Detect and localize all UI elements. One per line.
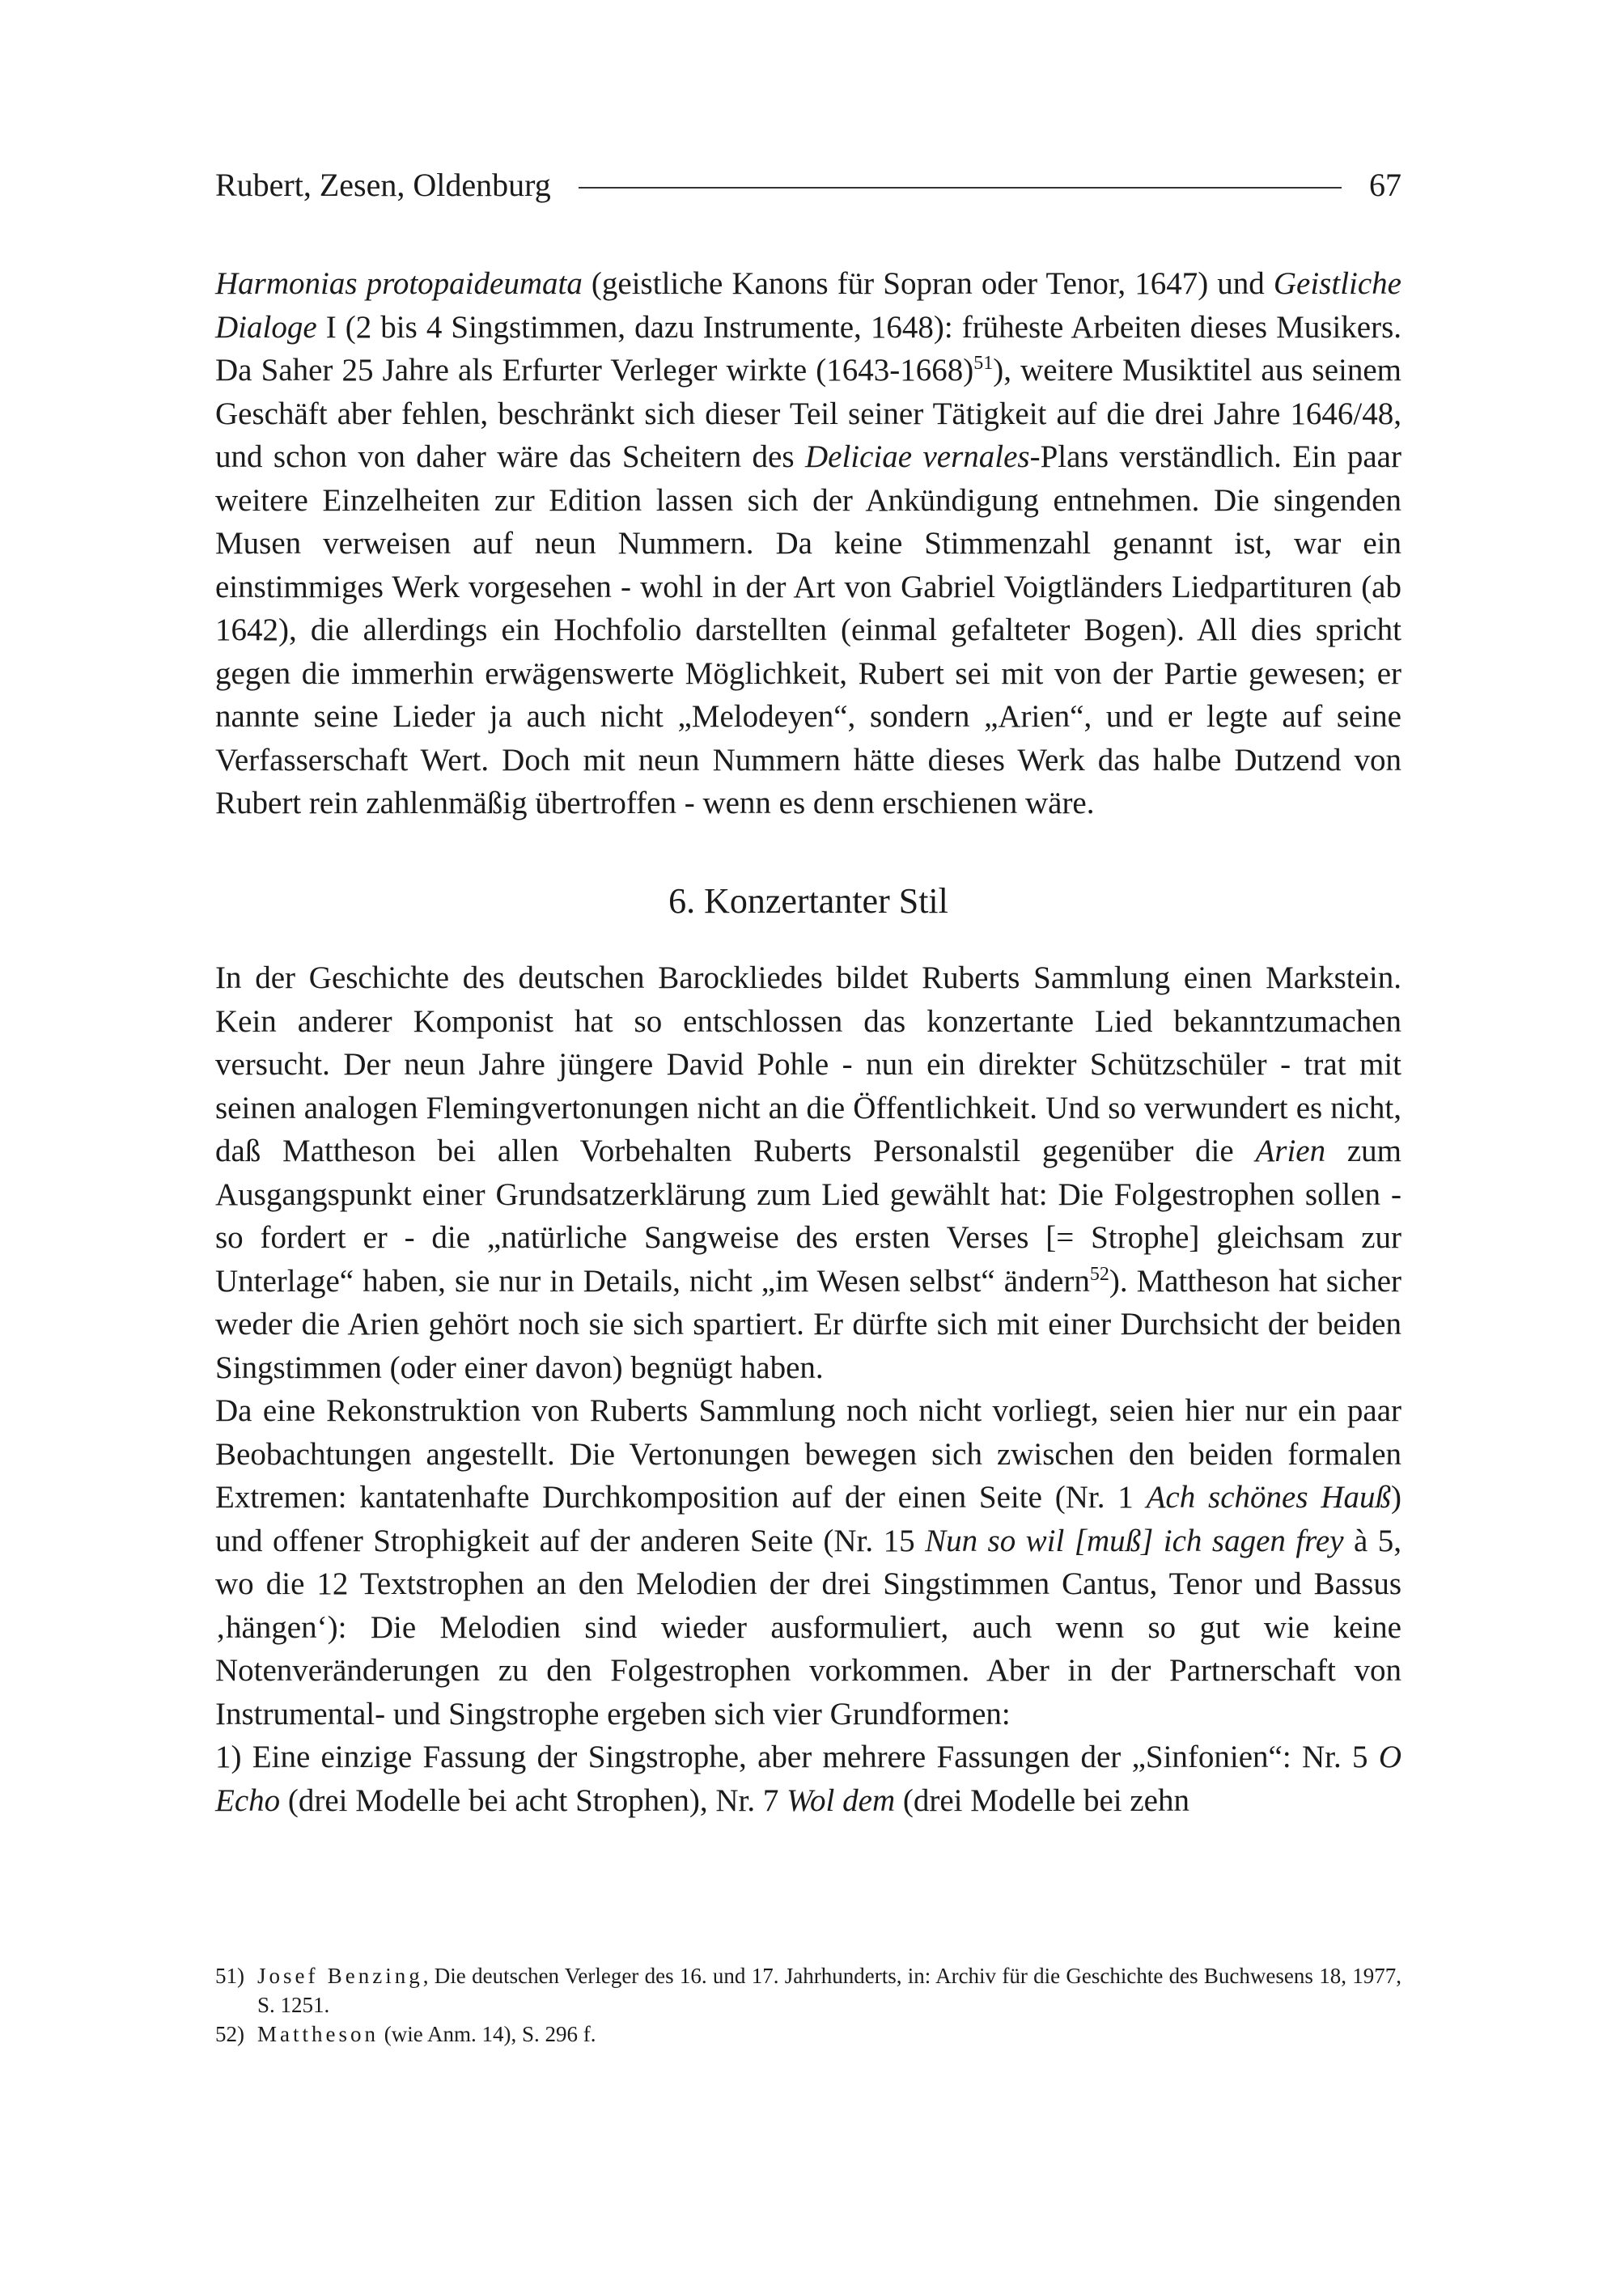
text-run: à 5, wo die 12 Textstrophen an den Melodien der drei Singstimmen Cantus, Tenor und Bassus ‚hängen‘): Die Melodien sind wieder ausformuliert, auch wenn so gut wie keine Notenveränderungen zu den Folgestrophen vorkommen. Aber in der Partnerschaft von Instrumental- und Singstrophe ergeben sich vier Grundformen: <box>215 1523 1402 1731</box>
footnotes <box>215 1961 1401 2049</box>
header-rule <box>579 187 1342 189</box>
text-block-upper <box>215 262 1401 825</box>
text-run: (geistliche Kanons für Sopran oder Tenor, 1647) und <box>582 266 1274 301</box>
text-run: ) und offener Strophigkeit auf der anderen Seite (Nr. 15 <box>215 1480 1401 1558</box>
footnote-author: Mattheson <box>257 2022 379 2046</box>
text-block-lower <box>215 956 1401 1822</box>
text-run: zum Ausgangspunkt einer Grundsatzerklärung zum Lied gewählt hat: Die Folgestrophen sollen - so fordert er - die „natürliche Sangweise des ersten Verses [= Strophe] gleichsam zur Unterlage“ haben, sie nur in Details, nicht „im Wesen selbst“ ändern <box>215 1134 1401 1299</box>
paragraph <box>215 1389 1401 1736</box>
footnote <box>215 1961 1401 2020</box>
work-title: Wol dem <box>787 1782 896 1818</box>
work-title: Harmonias protopaideumata <box>215 266 583 301</box>
page-number: 67 <box>1369 166 1401 203</box>
text-run: In der Geschichte des deutschen Barockliedes bildet Ruberts Sammlung einen Markstein. Kein anderer Komponist hat so entschlossen das konzertante Lied bekanntzumachen versucht. Der neun Jahre jüngere David Pohle - nun ein direkter Schützschüler - trat mit seinen analogen Flemingvertonungen nicht an die Öffentlichkeit. Und so verwundert es nicht, daß Mattheson bei allen Vorbehalten Ruberts Personalstil gegenüber die <box>215 960 1401 1168</box>
work-title: Deliciae vernales <box>804 439 1030 474</box>
footnote-number: 52) <box>215 2022 244 2046</box>
footnote-body: , Die deutschen Verleger des 16. und 17. Jahrhunderts, in: Archiv für die Geschichte des Buchwesens 18, 1977, S. 1251. <box>257 1964 1401 2017</box>
text-run: ). Mattheson hat sicher weder die Arien gehört noch sie sich spartiert. Er dürfte sich mit einer Durchsicht der beiden Singstimmen (oder einer davon) begnügt haben. <box>215 1263 1401 1385</box>
footnote-number: 51) <box>215 1964 244 1988</box>
footnote-text <box>257 1961 1401 2020</box>
work-title: Ach schönes Hauß <box>1146 1480 1391 1515</box>
footnote-text <box>257 2020 596 2049</box>
footnote-ref: 52 <box>1089 1263 1109 1285</box>
footnote-author: Josef Benzing <box>257 1964 423 1988</box>
text-run: (drei Modelle bei acht Strophen), Nr. 7 <box>280 1782 787 1818</box>
work-title: Arien <box>1255 1134 1326 1168</box>
running-head <box>215 160 1401 209</box>
section-heading: 6. Konzertanter Stil <box>668 881 948 921</box>
text-run: (drei Modelle bei zehn <box>895 1782 1189 1818</box>
work-title: Geistliche Dialoge <box>215 266 1401 345</box>
running-title: Rubert, Zesen, Oldenburg <box>215 166 551 203</box>
footnote-ref: 51 <box>973 353 994 374</box>
work-title: O Echo <box>215 1740 1401 1818</box>
paragraph <box>215 262 1401 825</box>
text-run: 1) Eine einzige Fassung der Singstrophe, aber mehrere Fassungen der „Sinfonien“: Nr. 5 <box>215 1740 1379 1774</box>
footnote <box>215 2020 1401 2049</box>
text-run: Da eine Rekonstruktion von Ruberts Sammlung noch nicht vorliegt, seien hier nur ein paar Beobachtungen angestellt. Die Vertonungen bewegen sich zwischen den beiden formalen Extremen: kantatenhafte Durchkomposition auf der einen Seite (Nr. 1 <box>215 1393 1401 1515</box>
text-run: I (2 bis 4 Singstimmen, dazu Instrumente, 1648): früheste Arbeiten dieses Musikers. Da Saher 25 Jahre als Erfurter Verleger wirkte (1643-1668) <box>215 309 1401 388</box>
paragraph <box>215 1736 1401 1822</box>
text-run: -Plans verständlich. Ein paar weitere Einzelheiten zur Edition lassen sich der Ankündigung entnehmen. Die singenden Musen verweisen auf neun Nummern. Da keine Stimmenzahl genannt ist, war ein einstimmiges Werk vorgesehen - wohl in der Art von Gabriel Voigtländers Liedpartituren (ab 1642), die allerdings ein Hochfolio darstellten (einmal gefalteter Bogen). All dies spricht gegen die immerhin erwägenswerte Möglichkeit, Rubert sei mit von der Partie gewesen; er nannte seine Lieder ja auch nicht „Melodeyen“, sondern „Arien“, und er legte auf seine Verfasserschaft Wert. Doch mit neun Nummern hätte dieses Werk das halbe Dutzend von Rubert rein zahlenmäßig übertroffen - wenn es denn erschienen wäre. <box>215 439 1401 820</box>
paragraph <box>215 956 1401 1389</box>
text-run: ), weitere Musiktitel aus seinem Geschäft aber fehlen, beschränkt sich dieser Teil seiner Tätigkeit auf die drei Jahre 1646/48, und schon von daher wäre das Scheitern des <box>215 353 1401 474</box>
work-title: Nun so wil [muß] ich sagen frey <box>925 1523 1344 1558</box>
footnote-body: (wie Anm. 14), S. 296 f. <box>379 2022 596 2046</box>
